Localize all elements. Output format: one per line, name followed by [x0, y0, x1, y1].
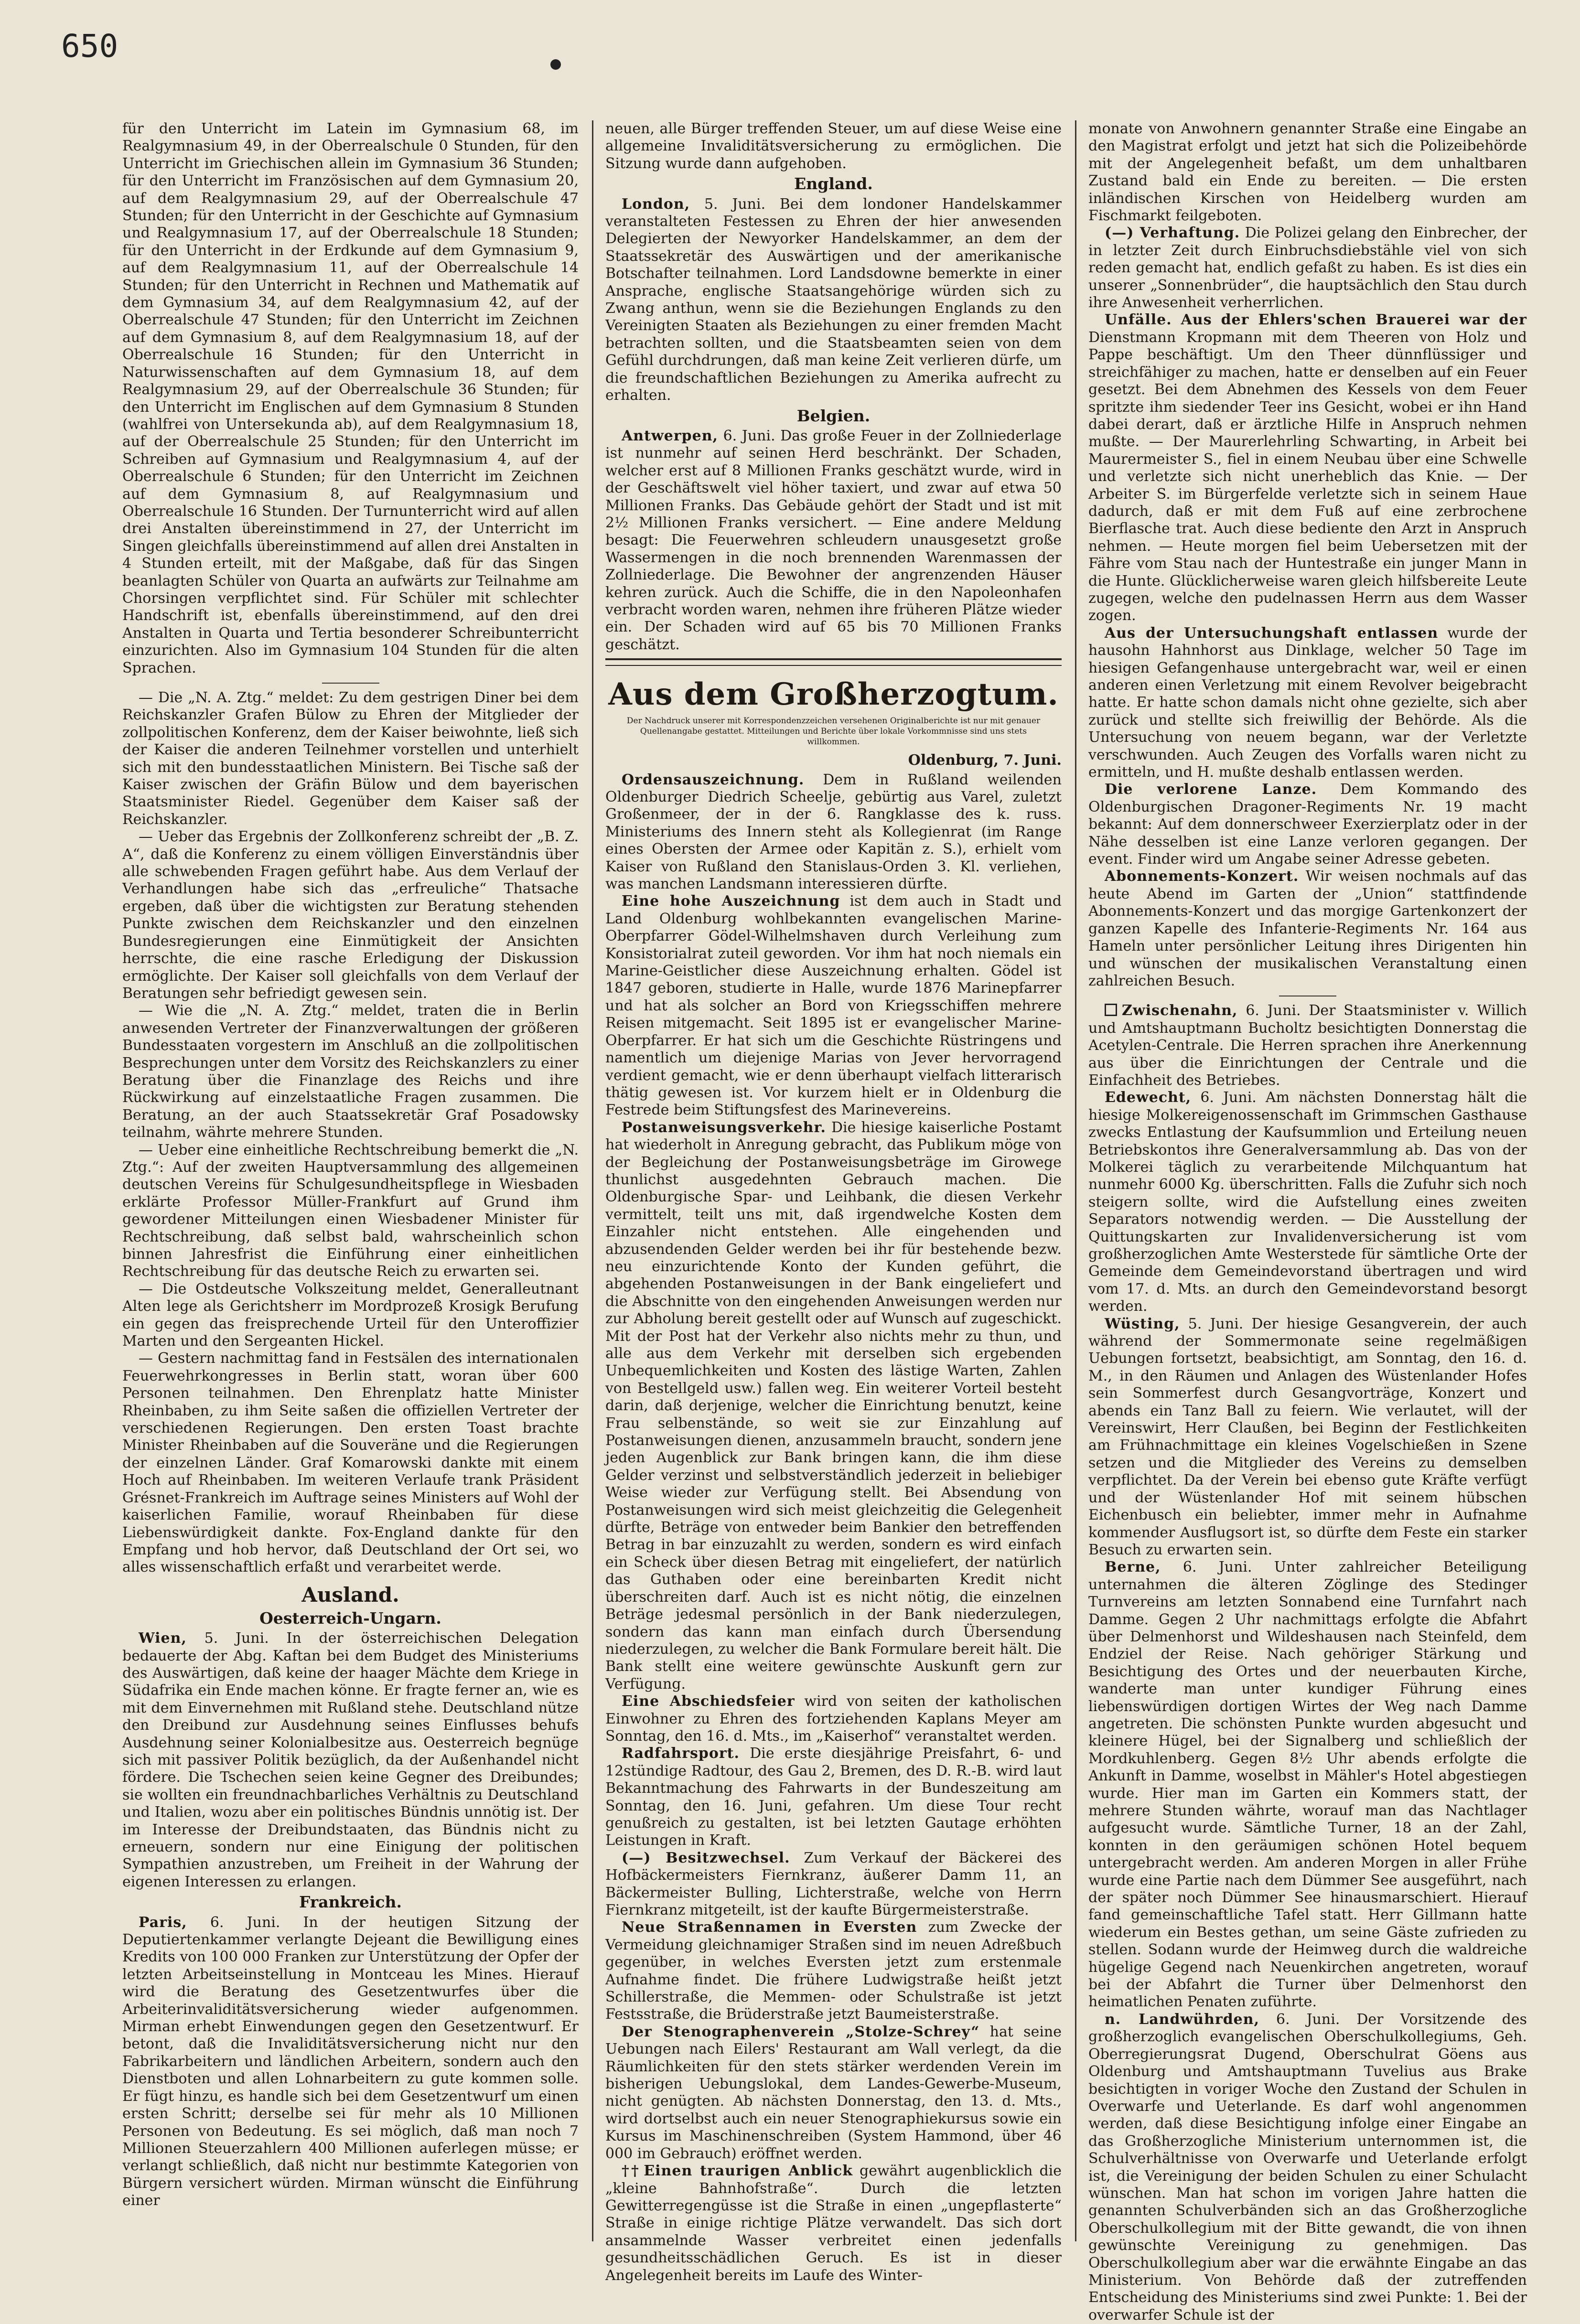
- article-wien: [122, 1630, 579, 1891]
- article-bahnhofstrasse-continued: monate von Anwohnern genannter Straße eine Eingabe an den Magistrat erfolgt und jetzt hat sich die Polizeibehörde mit der Angelegenheit befaßt, um dem unhaltbaren Zustand bald ein Ende zu bereiten. — Die ersten inländischen Kirschen von Heidelberg wurden am Fischmarkt feilgeboten.: [1088, 120, 1527, 225]
- article-text: Wir weisen nochmals auf das heute Abend im Garten der „Union“ stattfindende Abonnements-Konzert und das morgige Gartenkonzert der ganzen Kapelle des Infanterie-Regiments Nr. 164 aus Hameln unter persönlicher Leitung ihres Dirigenten hin und wünschen der musikalischen Veranstaltung einen zahlreichen Besuch.: [1088, 868, 1527, 989]
- article-antwerpen: [605, 428, 1062, 653]
- article-strassennamen: [605, 1919, 1062, 2023]
- article-lead: Ordensauszeichnung.: [622, 771, 805, 788]
- article-berne: [1088, 1559, 1527, 2011]
- article-text: Die Polizei gelang den Einbrecher, der in letzter Zeit durch Einbruchsdiebstähle viel von sich reden gemacht hat, endlich gefaßt zu haben. Es ist dies ein unserer „Sonnenbrüder“, die hauptsächlich den Stau durch ihre Anwesenheit verherrlichen.: [1088, 225, 1527, 311]
- article-text: ist dem auch in Stadt und Land Oldenburg wohlbekannten evangelischen Marine-Oberpfarrer Gödel-Wilhelmshaven durch Verleihung zum Konsistorialrat zuteil geworden. Vor ihm hat noch niemals ein Marine-Geistlicher diese Auszeichnung erhalten. Gödel ist 1847 geboren, studierte in Halle, wurde 1876 Marinepfarrer und hat als solcher an Bord von Kriegsschiffen mehrere Reisen mitgemacht. Seit 1895 ist er evangelischer Marine-Oberpfarrer. Er hat sich um die Geschichte Rüstringens und namentlich um diejenige Marias von Jever hervorragend verdient gemacht, wie er denn überhaupt vielfach litterarisch thätig gewesen ist. Vor kurzem hielt er in Oldenburg die Festrede beim Stiftungsfest des Marinevereins.: [605, 893, 1062, 1119]
- subsection-title-frankreich: Frankreich.: [299, 1893, 402, 1912]
- article-radfahrsport: [605, 1745, 1062, 1849]
- article-lead: Neue Straßennamen in Eversten: [622, 1919, 917, 1936]
- article-unfaelle: [1088, 311, 1527, 624]
- article-bahnhofstrasse: [605, 2163, 1062, 2284]
- article-abonnements-konzert: [1088, 868, 1527, 990]
- article-text: 6. Juni. Der Vorsitzende des großherzoglich evangelischen Oberschulkollegiums, Geh. Oberregierungsrat Dugend, Oberschulrat Göens aus Oldenburg und Amtshauptmann Tuvelius aus Brake besichtigten in voriger Woche den Zustand der Schulen in Overwarfe und Ueterlande. Es darf wohl angenommen werden, daß diese Besichtigung infolge einer Eingabe an das Großherzogliche Ministerium unternommen ist, die Schulverhältnisse von Overwarfe und Ueterlande erfolgt ist, die Vereinigung der beiden Schulen zu einer Schulacht wünschen. Man hat schon im vorigen Jahre hatten die genannten Schulverbänden sich an das Großherzogliche Oberschulkollegium mit der Bitte gewandt, die von ihnen gewünschte Vereinigung zu genehmigen. Das Oberschulkollegium aber war die erwähnte Eingabe an das Ministerium. Von Behörde daß der zutreffenden Entscheidung des Ministeriums sind zwei Punkte: 1. Bei der overwarfer Schule ist der: [1088, 2011, 1527, 2324]
- header-rule: [605, 658, 1062, 666]
- column-rule: [592, 120, 593, 2241]
- article-ordensauszeichnung: [605, 771, 1062, 893]
- subsection-title-england: England.: [794, 174, 873, 193]
- article-text: 6. Juni. Unter zahlreicher Beteiligung unternahmen die älteren Zöglinge des Stedinger Turnvereins am letzten Sonnabend eine Turnfahrt nach Damme. Gegen 2 Uhr nachmittags erfolgte die Abfahrt über Delmenhorst und Wildeshausen nach Steinfeld, dem Endziel der Reise. Nach gehöriger Stärkung und Besichtigung des Ortes und der neuerbauten Kirche, wanderte man unter kundiger Führung eines liebenswürdigen dortigen Wirtes der Weg nach Damme angetreten. Die schönsten Punkte wurden abgesucht und kleinere Hügel, bei der Signalberg und schließlich der Mordkuhlenberg. Gegen 8½ Uhr abends erfolgte die Ankunft in Damme, woselbst in Mähler's Hotel abgestiegen wurde. Hier man im Garten ein Kommers statt, der mehrere Stunden währte, worauf man das Nachtlager aufgesucht wurde. Sämtliche Turner, 18 an der Zahl, konnten in den geräumigen schönen Hotel bequem untergebracht werden. Am anderen Morgen in aller Frühe wurde eine Partie nach dem Dümmer See ausgeführt, nach der später noch Dümmer See hinausmarschiert. Hierauf fand gemeinschaftliche Tafel statt. Herr Gillmann hatte wiederum ein Bestes gethan, um seine Gäste zufrieden zu stellen. Sodann wurde der Heimweg durch die waldreiche hügelige Gegend nach Neuenkirchen angetreten, worauf bei der Abfahrt die Turner über Delmenhorst den heimatlichen Penaten zuführte.: [1088, 1559, 1527, 2011]
- article-diner: — Die „N. A. Ztg.“ meldet: Zu dem gestrigen Diner bei dem Reichskanzler Grafen Bülow zu Ehren der Mitglieder der zollpolitischen Konferenz, dem der Kaiser beiwohnte, ließ sich der Kaiser die anderen Teilnehmer vorstellen und unterhielt sich mit den bundesstaatlichen Ministern. Bei Tische saß der Kaiser zwischen der Gräfin Bülow und dem bayerischen Staatsminister Riedel. Gegenüber dem Kaiser saß der Reichskanzler.: [122, 689, 579, 828]
- article-text: hat seine Uebungen nach Eilers' Restaurant am Wall verlegt, da die Räumlichkeiten für den stets stärker werdenden Verein im bisherigen Uebungslokal, dem Landes-Gewerbe-Museum, nicht genügten. Ab nächsten Donnerstag, den 13. d. Mts., wird dortselbst auch ein neuer Stenographiekursus sowie ein Kursus im Maschinenschreiben (System Hammond, über 46 000 im Gebrauch) eröffnet werden.: [605, 2023, 1062, 2162]
- article-text: wird von seiten der katholischen Einwohner zu Ehren des fortziehenden Kaplans Meyer am Sonntag, den 16. d. Mts., im „Kaiserhof“ veranstaltet werden.: [605, 1693, 1062, 1745]
- article-lead: (—) Verhaftung.: [1105, 225, 1240, 242]
- article-lead: Antwerpen,: [622, 427, 718, 444]
- article-feuerwehrkongress: — Gestern nachmittag fand in Festsälen des internationalen Feuerwehrkongresses in Berlin statt, woran über 600 Personen teilnahmen. Den Ehrenplatz hatte Minister Rheinbaben, zu ihm Seite saßen die offiziellen Vertreter der verschiedenen Regierungen. Den ersten Toast brachte Minister Rheinbaben auf die Souveräne und die Regierungen der einzelnen Länder. Graf Komarowski dankte mit einem Hoch auf Rheinbaben. Im weiteren Verlaufe trank Präsident Grésnet-Frankreich im Auftrage seines Ministers auf Wohl der kaiserlichen Familie, worauf Rheinbaben für diese Liebenswürdigkeit dankte. Fox-England dankte für den Empfang und hob hervor, daß Deutschland der Ort sei, wo alles wissenschaftlich erfaßt und verarbeitet werde.: [122, 1350, 579, 1576]
- article-lead: Eine hohe Auszeichnung: [622, 893, 840, 910]
- article-paris: [122, 1914, 579, 2210]
- article-rechtschreibung: — Ueber eine einheitliche Rechtschreibung bemerkt die „N. Ztg.“: Auf der zweiten Hauptversammlung des allgemeinen deutschen Vereins für Schulgesundheitspflege in Wiesbaden erklärte Professor Müller-Frankfurt auf Grund ihm gewordener Mitteilungen einen Wiesbadener Minister für Rechtschreibung, daß selbst bald, wahrscheinlich schon binnen Jahresfrist die Einführung einer einheitlichen Rechtschreibung für das deutsche Reich zu erwarten sei.: [122, 1141, 579, 1280]
- column-1: [122, 120, 579, 2241]
- article-paris-continued: neuen, alle Bürger treffenden Steuer, um auf diese Weise eine allgemeine Invaliditätsversicherung zu ermöglichen. Die Sitzung wurde dann aufgehoben.: [605, 120, 1062, 172]
- page-dot-mark: [550, 59, 561, 70]
- article-text: 6. Juni. Das große Feuer in der Zollniederlage ist nunmehr auf seinen Herd beschränkt. Der Schaden, welcher erst auf 8 Millionen Franks geschätzt wurde, wird in der Geschäftswelt viel höher taxiert, und zwar auf etwa 50 Millionen Franks. Das Gebäude gehört der Stadt und ist mit 2½ Millionen Franks versichert. — Eine andere Meldung besagt: Die Feuerwehren schleudern unausgesetzt große Wassermengen in die noch brennenden Warenmassen der Zollniederlage. Die Bewohner der angrenzenden Häuser kehren zurück. Auch die Schiffe, die in den Napoleonhafen verbracht worden waren, nehmen ihre früheren Plätze wieder ein. Der Schaden wird auf 65 bis 70 Millionen Franks geschätzt.: [605, 427, 1062, 653]
- article-lead: Berne,: [1105, 1559, 1161, 1576]
- section-heading-grossherzogtum: Aus dem Großherzogtum.: [608, 676, 1059, 713]
- article-mordprozess: — Die Ostdeutsche Volkszeitung meldet, Generalleutnant Alten lege als Gerichtsherr im Mordprozeß Krosigk Berufung ein gegen das freisprechende Urteil für den Unteroffizier Marten und den Sergeanten Hickel.: [122, 1280, 579, 1350]
- article-text: Dem in Rußland weilenden Oldenburger Diedrich Scheelje, gebürtig aus Varel, zuletzt Großenmeer, der in der 6. Rangklasse des k. russ. Ministeriums des Innern steht als Kollegienrat (im Range eines Obersten der Armee oder Kapitän z. S.), erhielt vom Kaiser von Rußland den Stanislaus-Orden 3. Kl. verliehen, was manchen Landsmann interessieren dürfte.: [605, 771, 1062, 893]
- article-text: 6. Juni. Am nächsten Donnerstag hält die hiesige Molkereigenossenschaft im Grimmschen Gasthause zwecks Entlastung der Kaufsummlion und Erteilung neuen Betriebskontos ihre Generalversammlung ab. Das von der Molkerei täglich zu verarbeitende Milchquantum hat nunmehr 6000 Kg. überschritten. Falls die Zufuhr sich noch steigern sollte, wird die Aufstellung eines zweiten Separators notwendig werden. — Die Ausstellung der Quittungskarten zur Invalidenversicherung ist vom großherzoglichen Amte Westerstede für sämtliche Orte der Gemeinde dem Gemeindevorstand übertragen und wird vom 17. d. Mts. an durch den Gemeindevorstand besorgt werden.: [1088, 1089, 1527, 1315]
- article-stenographenverein: [605, 2024, 1062, 2163]
- column-3: [1088, 120, 1527, 2324]
- article-lead: Radfahrsport.: [622, 1745, 740, 1762]
- article-besitzwechsel: [605, 1850, 1062, 1919]
- article-text: 6. Juni. In der heutigen Sitzung der Deputiertenkammer verlangte Dejeant die Bewilligung eines Kredits von 100 000 Franken zur Unterstützung der Opfer der letzten Arbeitseinstellung in Montceau les Mines. Hierauf wird die Beratung des Gesetzentwurfes über die Arbeiterinvaliditätsversicherung wieder aufgenommen. Mirman erhebt Einwendungen gegen den Gesetzentwurf. Er betont, daß die Invaliditätsversicherung nicht nur den Fabrikarbeitern und ländlichen Arbeitern, sondern auch den Dienstboten und allen Lohnarbeitern zu gute kommen solle. Er fügt hinzu, es handle sich bei dem Gesetzentwurf um einen ersten Schritt; derselbe sei für mehr als 10 Millionen Personen von Bedeutung. Es sei möglich, daß man noch 7 Millionen Steuerzahlern 400 Millionen auferlegen müsse; er verlangt schließlich, daß nicht nur bestimmte Kategorien von Bürgern versichert würden. Mirman wünscht die Einführung einer: [122, 1914, 579, 2209]
- article-lead: Wüsting,: [1105, 1315, 1180, 1332]
- article-text: gewährt augenblicklich die „kleine Bahnhofstraße“. Durch die letzten Gewitterregengüsse ist die Straße in einen „ungepflasterte“ Straße in einige richtige Plätze verwandelt. Das sich dort ansammelnde Wasser verbreitet einen jedenfalls gesundheitsschädlichen Geruch. Es ist in dieser Angelegenheit bereits im Laufe des Winter-: [605, 2163, 1062, 2284]
- article-london: [605, 196, 1062, 405]
- article-lead: Aus der Untersuchungshaft entlassen: [1105, 624, 1439, 642]
- article-lead: Unfälle. Aus der Ehlers'schen Brauerei war der: [1105, 311, 1527, 329]
- article-lanze: [1088, 781, 1527, 868]
- article-lead: London,: [622, 195, 690, 213]
- article-untersuchungshaft: [1088, 625, 1527, 782]
- columns: [122, 120, 1527, 2324]
- article-lead: (—) Besitzwechsel.: [622, 1849, 790, 1866]
- article-lead: Postanweisungsverkehr.: [622, 1119, 826, 1136]
- article-zwischenahn: [1088, 1002, 1527, 1089]
- article-lead: Der Stenographenverein „Stolze-Schrey“: [622, 2023, 980, 2040]
- article-finanzverwaltung: — Wie die „N. A. Ztg.“ meldet, traten die in Berlin anwesenden Vertreter der Finanzverwaltungen der größeren Bundesstaaten vorgestern im Anschluß an die zollpolitischen Besprechungen unter dem Vorsitz des Reichskanzlers zu einer Beratung über die Finanzlage des Reichs und ihre Rückwirkung auf einzelstaatliche Fragen zusammen. Die Beratung, an der auch Staatssekretär Graf Posadowsky teilnahm, währte mehrere Stunden.: [122, 1002, 579, 1141]
- article-text: Die erste diesjährige Preisfahrt, 6- und 12stündige Radtour, des Gau 2, Bremen, des D. R.-B. wird laut Bekanntmachung des Fahrwarts in der Bundeszeitung am Sonntag, den 16. Juni, gefahren. Um diese Tour recht genußreich zu gestalten, ist bei letzten Gautage erhöhten Leistungen in Kraft.: [605, 1745, 1062, 1849]
- dagger-icon: ††: [622, 2163, 641, 2180]
- article-lead: Edewecht,: [1105, 1089, 1192, 1106]
- page-number: 650: [61, 28, 118, 64]
- article-text: Dem Kommando des Oldenburgischen Dragoner-Regiments Nr. 19 macht bekannt: Auf dem donnerschweer Exerzierplatz oder in der Nähe desselben ist eine Lanze verloren gegangen. Der event. Finder wird um Angabe seiner Adresse gebeten.: [1088, 781, 1527, 868]
- article-text: zum Zwecke der Vermeidung gleichnamiger Straßen sind im neuen Adreßbuch gegenüber, in welches Eversten jetzt zum erstenmale Aufnahme findet. Die frühere Ludwigstraße heißt jetzt Schillerstraße, die Memmen- oder Schulstraße ist jetzt Festsstraße, die Brüderstraße jetzt Baumeisterstraße.: [605, 1919, 1062, 2023]
- separator: [322, 683, 379, 684]
- article-lead: Die verlorene Lanze.: [1105, 781, 1317, 798]
- dateline: Oldenburg, 7. Juni.: [908, 752, 1062, 769]
- article-text: wurde der hausohn Hahnhorst aus Dinklage, welcher 50 Tage im hiesigen Gefangenhause untergebracht war, weil er einen anderen einen Verletzung mit einem Revolver beigebracht hatte. Er hatte schon damals nicht ohne gezielte, sich aber zurück und stellte sich freiwillig der Behörde. Als die Untersuchung von neuem begann, war der Verletzte verschwunden. Auch Zeugen des Vorfalls waren nicht zu ermitteln, und H. mußte deshalb entlassen werden.: [1088, 624, 1527, 781]
- article-postanweisung: [605, 1119, 1062, 1693]
- article-verhaftung: [1088, 225, 1527, 311]
- article-lead: Einen traurigen Anblick: [644, 2163, 853, 2180]
- article-text: Die hiesige kaiserliche Postamt hat wiederholt in Anregung gebracht, das Publikum möge von der Begleichung der Postanweisungsbeträge im Girowege thunlichst ausgedehnten Gebrauch machen. Die Oldenburgische Spar- und Leihbank, die diesen Verkehr vermittelt, teilt uns mit, daß irgendwelche Kosten dem Einzahler nicht entstehen. Alle eingehenden und abzusendenden Gelder werden bei ihr für bestehende bezw. neu einzurichtende Konto der Kunden geführt, die abgehenden Postanweisungen in der Bank eingeliefert und die Abschnitte von den eingehenden Anweisungen werden nur zur Abholung bereit gestellt oder auf Wunsch auf zugeschickt. Mit der Post hat der Verkehr also nichts mehr zu thun, und alle aus dem Verkehr mit derselben sich ergebenden Unbequemlichkeiten und Kosten des lästige Warten, Zahlen von Bestellgeld usw.) fallen weg. Ein weiterer Vorteil besteht darin, daß derjenige, welcher die Einrichtung benutzt, keine Frau selbenstände, so weit sie zur Einzahlung auf Postanweisungen dienen, anzusammeln braucht, sondern jene jeden Augenblick zur Bank bringen kann, die ihm diese Gelder verzinst und selbstverständlich jederzeit in beliebiger Weise wieder zur Verfügung stellt. Bei Absendung von Postanweisungen wird sich meist gleichzeitig die Gelegenheit dürfte, Beträge von entweder beim Bankier den betreffenden Betrag in bar einzuzahlt zu werden, sondern es wird einfach ein Scheck über diesen Betrag mit eingeliefert, der natürlich das Guthaben oder eine bereinbarten Kredit nicht überschreiten darf. Auch ist es nicht nötig, die einzelnen Beträge jedesmal persönlich in der Bank niederzulegen, sondern das kann man einfach durch Übersendung niederzulegen, zu welcher die Bank Formulare bereit hält. Die Bank stellt eine weitere gewünschte Auskunft gern zur Verfügung.: [605, 1119, 1062, 1692]
- article-school-hours: für den Unterricht im Latein im Gymnasium 68, im Realgymnasium 49, in der Oberrealschule 0 Stunden, für den Unterricht im Griechischen allein im Gymnasium 36 Stunden; für den Unterricht im Französischen auf dem Gymnasium 20, auf dem Realgymnasium 29, auf der Oberrealschule 47 Stunden; für den Unterricht in der Geschichte auf Gymnasium und Realgymnasium 17, auf der Oberrealschule 18 Stunden; für den Unterricht in der Erdkunde auf dem Gymnasium 9, auf dem Realgymnasium 11, auf der Oberrealschule 14 Stunden; für den Unterricht in Rechnen und Mathematik auf dem Gymnasium 34, auf dem Realgymnasium 42, auf der Oberrealschule 47 Stunden; für den Unterricht im Zeichnen auf dem Gymnasium 8, auf dem Realgymnasium 18, auf der Oberrealschule 16 Stunden; für den Unterricht in Naturwissenschaften auf dem Gymnasium 18, auf dem Realgymnasium 29, auf der Oberrealschule 36 Stunden; für den Unterricht im Englischen auf dem Gymnasium 8 Stunden (wahlfrei von Untersekunda ab), auf dem Realgymnasium 18, auf der Oberrealschule 25 Stunden; für den Unterricht im Schreiben auf Gymnasium und Realgymnasium 4, auf der Oberrealschule 6 Stunden; für den Unterricht im Zeichnen auf dem Gymnasium 8, auf Realgymnasium und Oberrealschule 16 Stunden. Der Turnunterricht wird auf allen drei Anstalten übereinstimmend in 27, der Unterricht im Singen gleichfalls übereinstimmend auf allen drei Anstalten in 4 Stunden erteilt, mit der Maßgabe, daß für das Singen beanlagten Schüler von Quarta an aufwärts zur Teilnahme am Chorsingen verpflichtet sind. Für Schüler mit schlechter Handschrift ist, ebenfalls übereinstimmend, auf den drei Anstalten in Quarta und Tertia besonderer Schreibunterricht einzurichten. Also im Gymnasium 104 Stunden für die alten Sprachen.: [122, 120, 579, 676]
- subsection-title-belgien: Belgien.: [796, 406, 871, 425]
- article-lead: Paris,: [139, 1914, 187, 1931]
- article-text: 5. Juni. Der hiesige Gesangverein, der auch während der Sommermonate seine regelmäßigen Uebungen fortsetzt, beabsichtigt, am Sonntag, den 16. d. M., in den Räumen und Anlagen des Wüstenlander Hofes sein Sommerfest durch Gesangvorträge, Konzert und abends ein Tanz Ball zu feiern. Wie verlautet, will der Vereinswirt, Herr Claußen, bei Beginn der Festlichkeiten am Frühnachmittage ein kleines Vogelschießen in Szene setzen und die Mitglieder des Vereins zu demselben verpflichtet. Da der Verein bei ebenso gute Kräfte verfügt und der Wüstenlander Hof mit seinem hübschen Eichenbusch ein beliebter, immer mehr in Aufnahme kommender Ausflugsort ist, so dürfte dem Feste ein starker Besuch zu erwarten sein.: [1088, 1315, 1527, 1558]
- article-lead: Abonnements-Konzert.: [1105, 868, 1299, 885]
- article-text: 6. Juni. Der Staatsminister v. Willich und Amtshauptmann Bucholtz besichtigten Donnerstag die Acetylen-Centrale. Die Herren sprachen ihre Anerkennung aus über die Einrichtungen der Centrale und die Einfachheit des Betriebes.: [1088, 1002, 1527, 1089]
- reprint-notice: Der Nachdruck unserer mit Korrespondenzzeichen versehenen Originalberichte ist nur mit genauer Quellenangabe gestattet. Mitteilungen und Berichte über lokale Vorkommnisse sind uns stets willkommen.: [626, 716, 1041, 747]
- article-text: 5. Juni. In der österreichischen Delegation bedauerte der Abg. Kaftan bei dem Budget des Ministeriums des Auswärtigen, daß keine der haager Mächte dem Kriege in Südafrika ein Ende machen könne. Er fragte ferner an, wie es mit dem Einvernehmen mit Rußland stehe. Deutschland nütze den Dreibund zur Ausdehnung seines Einflusses behufs Ausdehnung seiner Kolonialbesitze aus. Oesterreich begnüge sich mit passiver Politik bezüglich, da der Außenhandel nicht fördere. Die Tschechen seien keine Gegner des Dreibundes; sie wollten ein freundnachbarliches Verhältnis zu Deutschland und Italien, wozu aber ein politisches Bündnis unnötig ist. Der im Interesse der Dreibundstaaten, das Bündnis nicht zu erneuern, sondern nur eine Einigung der politischen Sympathien anzustreben, um Freiheit in der Wahrung der eigenen Interessen zu erlangen.: [122, 1630, 579, 1890]
- article-edewecht: [1088, 1089, 1527, 1315]
- article-zollkonferenz: — Ueber das Ergebnis der Zollkonferenz schreibt der „B. Z. A“, daß die Konferenz zu einem völligen Einverständnis über alle schwebenden Fragen geführt habe. Aus dem Verlauf der Verhandlungen habe sich das „erfreuliche“ Thatsache ergeben, daß über die wichtigsten zur Beratung stehenden Punkte zwischen dem Reichskanzler und den einzelnen Bundesregierungen eine Einmütigkeit der Ansichten herrschte, die eine rasche Erledigung der Diskussion ermöglichte. Der Kaiser soll gleichfalls von dem Verlauf der Beratungen sehr befriedigt gewesen sein.: [122, 828, 579, 1002]
- article-text: 5. Juni. Bei dem londoner Handelskammer veranstalteten Festessen zu Ehren der hier anwesenden Delegierten der Newyorker Handelskammer, an dem der Staatssekretär des Auswärtigen und der amerikanische Botschafter teilnahmen. Lord Landsdowne bemerkte in einer Ansprache, englische Staatsangehörige würden sich zu Zwang anthun, wenn sie die Beziehungen Englands zu den Vereinigten Staaten als Beziehungen zu einer fremden Macht betrachten sollten, und die Staatsbeamten seien von dem Gefühl durchdrungen, daß man keine Zeit verlieren dürfe, um die freundschaftlichen Beziehungen zu Amerika aufrecht zu erhalten.: [605, 195, 1062, 404]
- article-lead: Eine Abschiedsfeier: [622, 1693, 795, 1710]
- article-text: Zum Verkauf der Bäckerei des Hofbäckermeisters Fiernkranz, äußerer Damm 11, an Bäckermeister Bulling, Lichterstraße, welche von Herrn Fiernkranz mitgeteilt, ist der kaufte Bürgermeisterstraße.: [605, 1849, 1062, 1918]
- subsection-title-oesterreich: Oesterreich-Ungarn.: [259, 1608, 441, 1628]
- article-lead: Zwischenahn,: [1122, 1002, 1238, 1019]
- column-rule: [1075, 120, 1076, 2241]
- section-title-ausland: Ausland.: [301, 1583, 399, 1606]
- article-landwuehrden: [1088, 2011, 1527, 2324]
- square-marker-icon: [1105, 1004, 1117, 1016]
- article-abschiedsfeier: [605, 1693, 1062, 1745]
- column-2: [605, 120, 1062, 2284]
- article-auszeichnung: [605, 893, 1062, 1119]
- article-lead: n. Landwührden,: [1105, 2011, 1260, 2028]
- article-lead: Wien,: [139, 1630, 187, 1647]
- article-wuesting: [1088, 1316, 1527, 1559]
- article-text: Dienstmann Kropmann mit dem Theeren von Holz und Pappe beschäftigt. Um den Theer dünnflüssiger und streichfähiger zu machen, hatte er denselben auf ein Feuer gesetzt. Bei dem Abnehmen des Kessels von dem Feuer spritzte ihm siedender Teer ins Gesicht, wobei er ihn Hand dabei derart, daß er ärztliche Hilfe in Anspruch nehmen mußte. — Der Maurerlehrling Schwarting, in Arbeit bei Maurermeister S., fiel in einem Neubau über eine Schwelle und verletzte sich nicht unerheblich das Knie. — Der Arbeiter S. im Bürgerfelde verletzte sich in seinem Haue dadurch, daß er mit dem Fuß auf eine zerbrochene Bierflasche trat. Auch diese bediente den Arzt in Anspruch nehmen. — Heute morgen fiel beim Uebersetzen mit der Fähre vom Stau nach der Huntestraße ein junger Mann in die Hunte. Glücklicherweise waren gleich hilfsbereite Leute zugegen, welche den pudelnassen Herrn aus dem Wasser zogen.: [1088, 329, 1527, 624]
